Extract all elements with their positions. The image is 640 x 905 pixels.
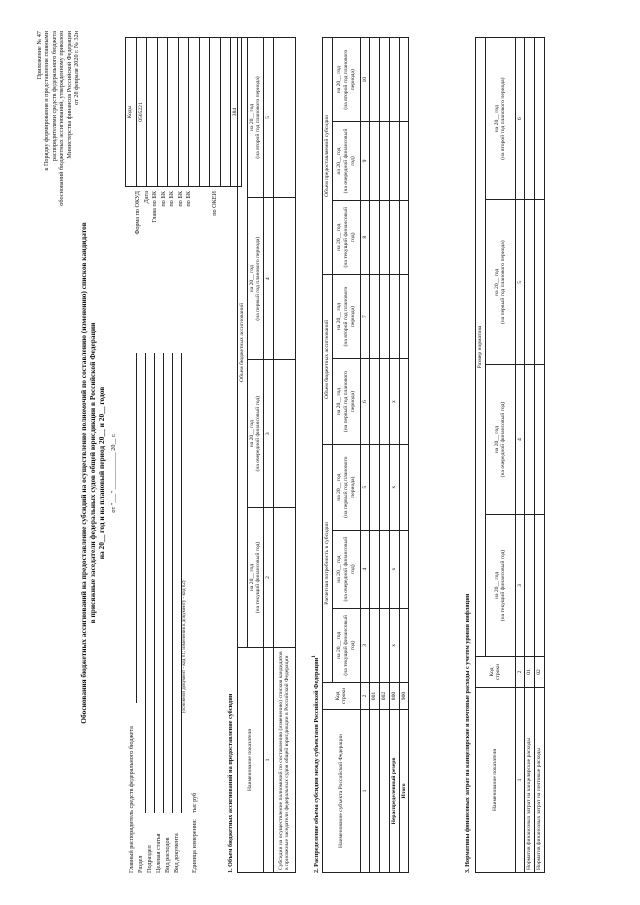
field-row: [146, 353, 155, 873]
title-line-3: на 20__ год и на плановый период 20__ и 20__ годов: [96, 386, 106, 559]
section3-col: на 20__ год (на текущий финансовый год): [485, 514, 515, 656]
document-title: [80, 73, 107, 873]
codes-labels: [134, 191, 219, 283]
codes-row-label: по БК: [185, 190, 192, 207]
field-row: [191, 353, 200, 873]
col-number: 10: [360, 37, 370, 121]
doc-type-note-row: [182, 353, 191, 873]
title-line-1: Обоснования бюджетных ассигнований на предоставление субсидий на осуществление полномочий по составлению (изменению) списков кандидатов: [79, 221, 88, 724]
col-number: 1: [264, 647, 274, 872]
code-cell[interactable]: [220, 37, 231, 186]
x-mark: x: [389, 358, 399, 444]
value-cell[interactable]: [370, 358, 380, 444]
field-label: Целевая статья: [155, 832, 162, 873]
col-number: 1: [360, 709, 370, 872]
value-cell[interactable]: [525, 37, 535, 199]
value-cell[interactable]: [399, 358, 409, 444]
value-cell[interactable]: [535, 37, 545, 199]
value-cell[interactable]: [380, 358, 390, 444]
col-number: 8: [360, 200, 370, 274]
section3-table: [475, 37, 545, 873]
code-cell[interactable]: [210, 37, 221, 186]
value-cell[interactable]: [525, 364, 535, 514]
value-cell[interactable]: [399, 608, 409, 682]
value-cell[interactable]: [273, 507, 295, 647]
field-label: Вид документа: [173, 832, 180, 873]
x-mark: x: [389, 444, 399, 530]
section3-row-label: Норматив финансовых затрат на почтовые расходы: [535, 687, 545, 872]
field-label: Подраздел: [146, 844, 153, 873]
row-code: 01: [525, 656, 535, 687]
value-cell[interactable]: [535, 199, 545, 364]
value-cell[interactable]: [370, 121, 380, 199]
field-row: [164, 353, 173, 873]
value-cell[interactable]: [380, 37, 390, 121]
section1-col: на 20__ год (на текущий финансовый год): [247, 507, 263, 647]
section1-col-name: Наименование показателя: [238, 647, 264, 872]
section3-title: 3. Нормативы финансовых затрат на канцелярские и почтовые расходы с учетом уровня инфляции: [464, 593, 471, 873]
value-cell[interactable]: [525, 514, 535, 656]
section1-col: на 20__ год (на первый год планового периода): [247, 197, 263, 360]
value-cell[interactable]: [370, 444, 380, 530]
total-label: Итого: [399, 709, 409, 872]
section2-group2: Объем бюджетных ассигнований: [323, 274, 333, 444]
row-code: 001: [370, 682, 380, 709]
code-cell[interactable]: [168, 37, 179, 186]
value-cell[interactable]: [370, 530, 380, 608]
col-number: 7: [360, 274, 370, 358]
value-cell[interactable]: [380, 274, 390, 358]
col-number: 4: [515, 364, 525, 514]
col-number: 5: [360, 444, 370, 530]
section1-table: [237, 37, 296, 873]
codes-form-label: Форма по ОКУД: [134, 190, 141, 235]
col-number: 4: [360, 530, 370, 608]
value-cell[interactable]: [370, 200, 380, 274]
section3-group-header: Размер норматива: [476, 37, 486, 656]
field-value-line[interactable]: [137, 353, 146, 813]
section2-col-code: Код строки: [323, 682, 361, 709]
section2-title: [311, 655, 321, 873]
section2-col: на 20__ год (на очередной финансовый год): [332, 530, 360, 608]
value-cell[interactable]: [380, 444, 390, 530]
col-number: 5: [515, 199, 525, 364]
col-number: 2: [264, 507, 274, 647]
field-label: Вид расходов: [164, 836, 171, 873]
value-cell[interactable]: [399, 200, 409, 274]
field-value-line[interactable]: [146, 353, 155, 813]
codes-table: [125, 37, 242, 187]
section3-col: на 20__ год (на второй год планового периода): [485, 37, 515, 199]
value-cell[interactable]: [380, 200, 390, 274]
appendix-line: к Порядку формирования и представления главными: [43, 30, 51, 171]
codes-form-value: 0505221: [136, 37, 147, 186]
col-number: 6: [515, 37, 525, 199]
field-value-line[interactable]: [155, 353, 164, 813]
value-cell[interactable]: [535, 364, 545, 514]
header-fields: [128, 353, 200, 873]
value-cell[interactable]: [273, 37, 295, 197]
value-cell[interactable]: [370, 37, 380, 121]
doc-type-note: (основной документ - код 01; изменения к документу - код 02): [182, 580, 187, 713]
codes-header: Коды: [126, 37, 137, 186]
x-mark: x: [389, 530, 399, 608]
code-cell[interactable]: [178, 37, 189, 186]
value-cell[interactable]: [273, 197, 295, 360]
codes-okei-label: по ОКЕИ: [210, 190, 218, 216]
col-number: 2: [360, 682, 370, 709]
appendix-line: Приложение № 47: [36, 30, 43, 79]
field-value-line[interactable]: [173, 353, 182, 813]
section3-col-code: Код строки: [476, 656, 516, 687]
appendix-line: распорядителями средств федерального бюджета: [50, 30, 58, 161]
codes-row-label: по БК: [176, 190, 184, 207]
region-name-cell[interactable]: [370, 709, 380, 872]
field-row: [137, 353, 146, 873]
col-number: 5: [264, 37, 274, 197]
section2-table: [322, 37, 409, 873]
section2-col: на 20__ год (на второй год планового периода): [332, 274, 360, 358]
col-number: 1: [515, 687, 525, 872]
value-cell[interactable]: [399, 444, 409, 530]
section2-col: на 20__ год (на очередной финансовый год): [332, 121, 360, 199]
field-value-line[interactable]: [128, 353, 137, 703]
codes-okei-value: 384: [231, 37, 242, 186]
value-cell[interactable]: [273, 359, 295, 507]
col-number: 9: [360, 121, 370, 199]
row-code: 02: [535, 656, 545, 687]
section1-row-label: Субсидии на осуществление полномочий по составлению (изменению) списков кандидатов в присяжные заседатели федеральных судов общей юрисдикции в Российской Федерации: [273, 647, 295, 872]
value-cell[interactable]: [389, 37, 399, 121]
section1-title: 1. Объем бюджетных ассигнований на предоставление субсидии: [227, 693, 234, 873]
unit-value: тыс руб: [191, 792, 198, 813]
section1-col: на 20__ год (на очередной финансовый год): [247, 359, 263, 507]
row-code: 800: [389, 682, 399, 709]
value-cell[interactable]: [399, 37, 409, 121]
value-cell[interactable]: [389, 274, 399, 358]
value-cell[interactable]: [370, 608, 380, 682]
col-number: 3: [264, 359, 274, 507]
section2-col: на 20__ год (на текущий финансовый год): [332, 608, 360, 682]
row-code: 900: [399, 682, 409, 709]
value-cell[interactable]: [380, 530, 390, 608]
section3-row-label: Норматив финансовых затрат на канцелярские расходы: [525, 687, 535, 872]
col-number: 3: [360, 608, 370, 682]
section3-col-name: Наименование показателя: [476, 687, 516, 872]
field-label: Главный распорядитель средств федерального бюджета: [128, 725, 135, 873]
col-number: 4: [264, 197, 274, 360]
section2-col: на 20__ год (на второй год планового периода): [332, 37, 360, 121]
appendix-line: Министерства финансов Российской Федерации: [65, 30, 73, 159]
field-label: Единица измерения:: [191, 818, 198, 873]
section3-col: на 20__ год (на очередной финансовый год): [485, 364, 515, 514]
section2-group3: Объем предоставляемой субсидии: [323, 37, 333, 274]
value-cell[interactable]: [389, 121, 399, 199]
codes-date-label: Дата: [142, 190, 150, 203]
region-name-cell[interactable]: [380, 709, 390, 872]
appendix-note: [36, 31, 81, 331]
value-cell[interactable]: [370, 274, 380, 358]
codes-row-label: по БК: [159, 190, 167, 207]
appendix-line: обоснований бюджетных ассигнований, утвержденному приказом: [58, 30, 66, 206]
x-mark: x: [389, 608, 399, 682]
value-cell[interactable]: [399, 274, 409, 358]
section2-col: на 20__ год (на первый год планового периода): [332, 358, 360, 444]
value-cell[interactable]: [535, 514, 545, 656]
section2-group1: Расчетная потребность в субсидии: [323, 444, 333, 682]
col-number: 2: [515, 656, 525, 687]
section1-group-header: Объем бюджетных ассигнований: [238, 37, 248, 647]
code-cell[interactable]: [189, 37, 200, 186]
codes-row-label: Глава по БК: [151, 190, 158, 223]
code-cell[interactable]: [157, 37, 168, 186]
value-cell[interactable]: [389, 200, 399, 274]
section2-title-text: 2. Распределение объема субсидии между субъектами Российской Федерации: [313, 657, 321, 873]
code-cell[interactable]: [147, 37, 158, 186]
date-line: от "___" ____________ 20__ г.: [110, 432, 117, 513]
field-row: [155, 353, 164, 873]
value-cell[interactable]: [399, 121, 409, 199]
value-cell[interactable]: [399, 530, 409, 608]
section2-col-name: Наименование субъекта Российской Федерации: [323, 709, 361, 872]
section2-col: на 20__ год (на первый год планового периода): [332, 444, 360, 530]
undistributed-label: Нераспределенный резерв: [389, 709, 399, 872]
row-code: 002: [380, 682, 390, 709]
field-label: Раздел: [137, 854, 144, 873]
appendix-line: от 28 февраля 2020 г. № 32н: [73, 30, 81, 105]
value-cell[interactable]: [380, 608, 390, 682]
section1-col: на 20__ год (на второй год планового периода): [247, 37, 263, 197]
footnote-mark: 1: [311, 654, 317, 658]
col-number: 6: [360, 358, 370, 444]
field-value-line[interactable]: [164, 353, 173, 813]
title-line-2: в присяжные заседатели федеральных судов общей юрисдикции в Российской Федерации: [87, 322, 97, 623]
rotated-form-sheet: [30, 23, 610, 883]
field-row: [173, 353, 182, 873]
field-row: [128, 353, 137, 873]
code-cell[interactable]: [199, 37, 210, 186]
col-number: 3: [515, 514, 525, 656]
codes-row-label: по БК: [168, 190, 175, 207]
section2-col: на 20__ год (на текущий финансовый год): [332, 200, 360, 274]
value-cell[interactable]: [380, 121, 390, 199]
value-cell[interactable]: [525, 199, 535, 364]
section3-col: на 20__ год (на первый год планового периода): [485, 199, 515, 364]
